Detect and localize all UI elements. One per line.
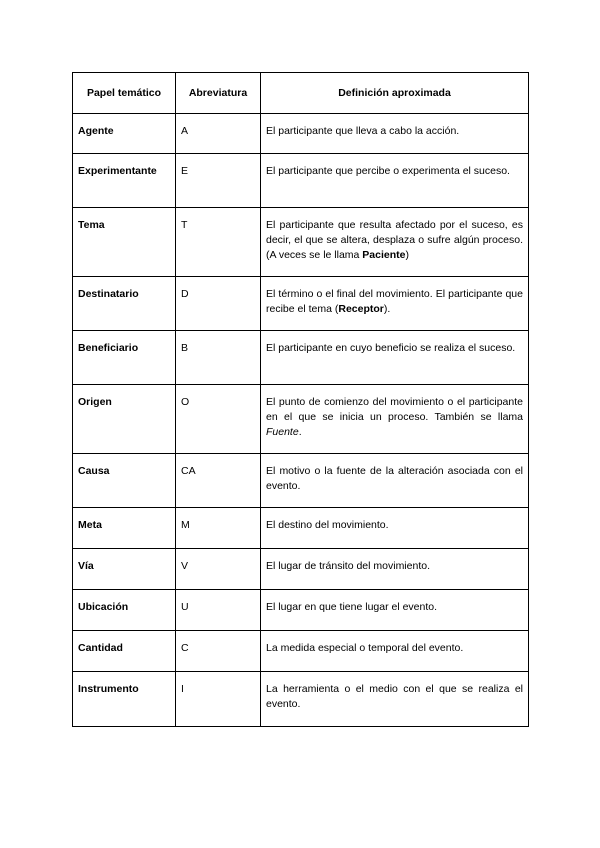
table-row (73, 631, 529, 672)
table-row (73, 208, 529, 277)
header-role: Papel temático (73, 73, 176, 114)
abbreviation-cell: C (176, 631, 261, 672)
definition-cell: El participante en cuyo beneficio se realiza el suceso. (261, 331, 529, 385)
table-row (73, 331, 529, 385)
abbreviation-cell: M (176, 508, 261, 549)
table-row (73, 454, 529, 508)
role-cell: Vía (73, 549, 176, 590)
role-cell: Tema (73, 208, 176, 277)
definition-cell: El destino del movimiento. (261, 508, 529, 549)
table-row (73, 590, 529, 631)
table-row (73, 385, 529, 454)
definition-cell: El participante que resulta afectado por el suceso, es decir, el que se altera, desplaza o sufre algún proceso. (A veces se le llama Paciente) (261, 208, 529, 277)
role-cell: Agente (73, 114, 176, 154)
abbreviation-cell: V (176, 549, 261, 590)
table-row (73, 672, 529, 727)
header-row (73, 73, 529, 114)
role-cell: Origen (73, 385, 176, 454)
abbreviation-cell: O (176, 385, 261, 454)
abbreviation-cell: U (176, 590, 261, 631)
header-abbreviation: Abreviatura (176, 73, 261, 114)
table-row (73, 508, 529, 549)
role-cell: Experimentante (73, 154, 176, 208)
definition-cell: La herramienta o el medio con el que se realiza el evento. (261, 672, 529, 727)
role-cell: Cantidad (73, 631, 176, 672)
definition-cell: El participante que percibe o experimenta el suceso. (261, 154, 529, 208)
abbreviation-cell: I (176, 672, 261, 727)
header-definition: Definición aproximada (261, 73, 529, 114)
definition-cell: El término o el final del movimiento. El participante que recibe el tema (Receptor). (261, 277, 529, 331)
role-cell: Causa (73, 454, 176, 508)
table-row (73, 114, 529, 154)
role-cell: Instrumento (73, 672, 176, 727)
role-cell: Beneficiario (73, 331, 176, 385)
abbreviation-cell: D (176, 277, 261, 331)
abbreviation-cell: E (176, 154, 261, 208)
role-cell: Ubicación (73, 590, 176, 631)
bold-term: Paciente (362, 249, 406, 261)
abbreviation-cell: A (176, 114, 261, 154)
definition-cell: La medida especial o temporal del evento. (261, 631, 529, 672)
abbreviation-cell: B (176, 331, 261, 385)
table-row (73, 154, 529, 208)
bold-term: Receptor (338, 303, 384, 315)
role-cell: Destinatario (73, 277, 176, 331)
italic-term: Fuente (266, 426, 299, 438)
thematic-roles-table (72, 72, 529, 727)
definition-cell: El lugar en que tiene lugar el evento. (261, 590, 529, 631)
abbreviation-cell: CA (176, 454, 261, 508)
table-row (73, 277, 529, 331)
definition-cell: El punto de comienzo del movimiento o el participante en el que se inicia un proceso. También se llama Fuente. (261, 385, 529, 454)
abbreviation-cell: T (176, 208, 261, 277)
role-cell: Meta (73, 508, 176, 549)
definition-cell: El motivo o la fuente de la alteración asociada con el evento. (261, 454, 529, 508)
definition-cell: El participante que lleva a cabo la acción. (261, 114, 529, 154)
definition-cell: El lugar de tránsito del movimiento. (261, 549, 529, 590)
table-row (73, 549, 529, 590)
